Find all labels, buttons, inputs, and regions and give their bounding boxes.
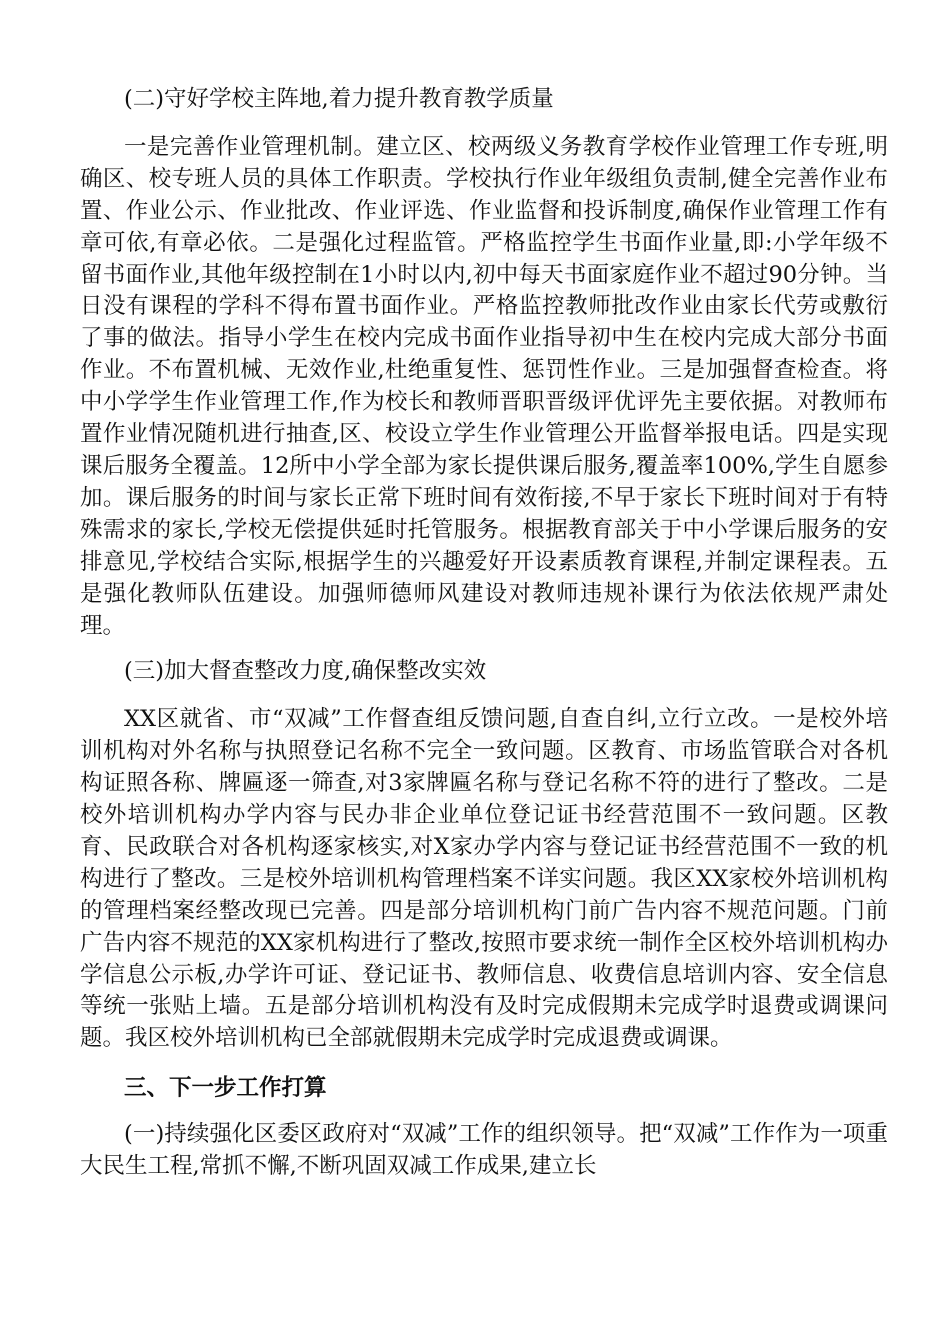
part-3-heading: 三、下一步工作打算 [124, 1075, 327, 1102]
section-2-body: 一是完善作业管理机制。建立区、校两级义务教育学校作业管理工作专班,明确区、校专班人员的具体工作职责。学校执行作业年级组负责制,健全完善作业布置、作业公示、作业批改、作业评选、作业监督和投诉制度,确保作业管理工作有章可依,有章必依。二是强化过程监管。严格监控学生书面作业量,即:小学年级不留书面作业,其他年级控制在1小时以内,初中每天书面家庭作业不超过90分钟。当日没有课程的学科不得布置书面作业。严格监控教师批改作业由家长代劳或敷衍了事的做法。指导小学生在校内完成书面作业指导初中生在校内完成大部分书面作业。不布置机械、无效作业,杜绝重复性、惩罚性作业。三是加强督查检查。将中小学学生作业管理工作,作为校长和教师晋职晋级评优评先主要依据。对教师布置作业情况随机进行抽查,区、校设立学生作业管理公开监督举报电话。四是实现课后服务全覆盖。12所中小学全部为家长提供课后服务,覆盖率100%,学生自愿参加。课后服务的时间与家长正常下班时间有效衔接,不早于家长下班时间对于有特殊需求的家长,学校无偿提供延时托管服务。根据教育部关于中小学课后服务的安排意见,学校结合实际,根据学生的兴趣爱好开设素质教育课程,并制定课程表。五是强化教师队伍建设。加强师德师风建设对教师违规补课行为依法依规严肃处理。 [80, 133, 888, 639]
section-3-heading: (三)加大督查整改力度,确保整改实效 [124, 658, 487, 685]
section-2-heading: (二)守好学校主阵地,着力提升教育教学质量 [124, 86, 554, 112]
part-3-item-1: (一)持续强化区委区政府对“双减”工作的组织领导。把“双减”工作作为一项重大民生工程,常抓不懈,不断巩固双减工作成果,建立长 [80, 1121, 888, 1180]
section-3-body: XX区就省、市“双减”工作督查组反馈问题,自查自纠,立行立改。一是校外培训机构对外名称与执照登记名称不完全一致问题。区教育、市场监管联合对各机构证照各称、牌匾逐一筛查,对3家牌匾名称与登记名称不符的进行了整改。二是校外培训机构办学内容与民办非企业单位登记证书经营范围不一致问题。区教育、民政联合对各机构逐家核实,对X家办学内容与登记证书经营范围不一致的机构进行了整改。三是校外培训机构管理档案不详实问题。我区XX家校外培训机构的管理档案经整改现已完善。四是部分培训机构门前广告内容不规范问题。门前广告内容不规范的XX家机构进行了整改,按照市要求统一制作全区校外培训机构办学信息公示板,办学许可证、登记证书、教师信息、收费信息培训内容、安全信息等统一张贴上墙。五是部分培训机构没有及时完成假期未完成学时退费或调课问题。我区校外培训机构已全部就假期未完成学时完成退费或调课。 [80, 706, 888, 1052]
